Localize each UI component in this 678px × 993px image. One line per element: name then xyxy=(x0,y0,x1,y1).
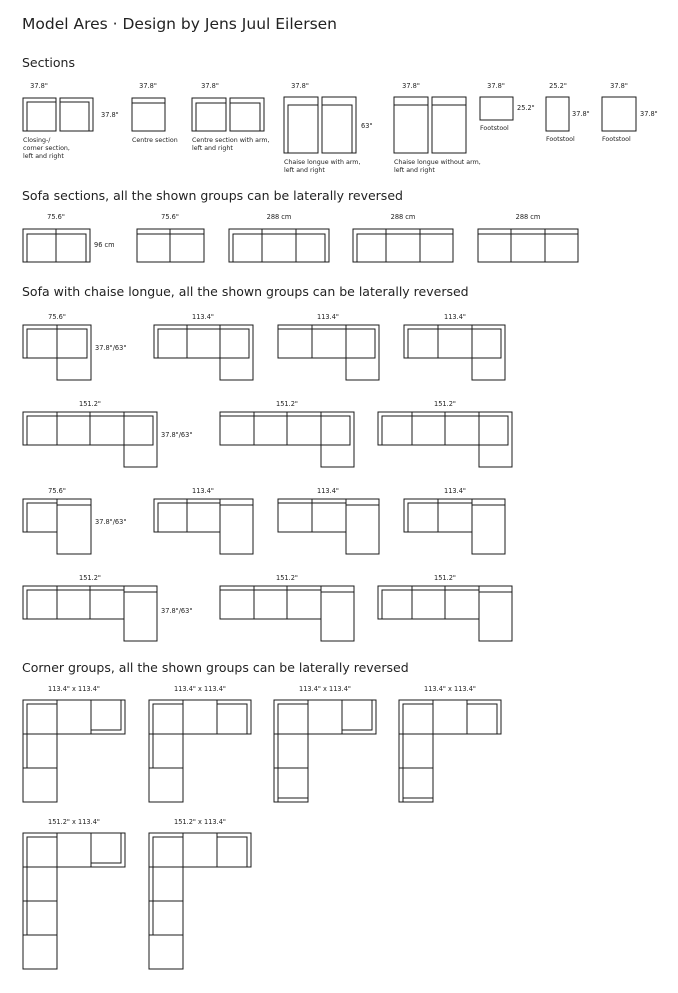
dim-label: 37.8" xyxy=(487,82,505,90)
dim-label: 151.2" xyxy=(434,574,456,582)
dim-label: 37.8"/63" xyxy=(95,344,127,352)
centre-section-drawing xyxy=(132,82,178,144)
caption-line: Chaise longue with arm, xyxy=(284,159,361,166)
dim-label: 288 cm xyxy=(515,213,541,221)
dim-label: 96 cm xyxy=(94,241,115,249)
chaise-r1-a xyxy=(23,313,126,380)
dim-label: 25.2" xyxy=(517,104,535,112)
sofa-288-one-arm-drawing xyxy=(353,213,453,262)
corner-heading: Corner groups, all the shown groups can be laterally reversed xyxy=(22,660,409,675)
dim-label: 288 cm xyxy=(266,213,292,221)
dim-label: 75.6" xyxy=(161,213,179,221)
dim-label: 113.4" x 113.4" xyxy=(48,685,100,693)
dim-label: 288 cm xyxy=(390,213,416,221)
dim-label: 113.4" x 113.4" xyxy=(424,685,476,693)
corner-3 xyxy=(274,685,376,802)
dim-label: 113.4" xyxy=(444,313,466,321)
sofa-288-armless-drawing xyxy=(478,213,578,262)
corner-2 xyxy=(149,685,251,802)
chaise-r3-b xyxy=(154,487,253,554)
dim-label: 63" xyxy=(361,122,373,130)
dim-label: 25.2" xyxy=(549,82,567,90)
dim-label: 113.4" xyxy=(317,487,339,495)
dim-label: 37.8" xyxy=(139,82,157,90)
corner-4 xyxy=(399,685,501,802)
dim-label: 113.4" x 113.4" xyxy=(174,685,226,693)
footstool-small-drawing xyxy=(480,82,535,132)
sofa-sections-heading: Sofa sections, all the shown groups can be laterally reversed xyxy=(22,188,403,203)
dim-label: 151.2" xyxy=(276,400,298,408)
chaise-r4-a xyxy=(23,574,192,641)
dim-label: 151.2" xyxy=(434,400,456,408)
corner-6 xyxy=(149,818,251,969)
caption-line: Centre section xyxy=(132,137,178,144)
closing-corner-section-drawing xyxy=(23,82,119,160)
sofa-75-armless-drawing xyxy=(137,213,204,262)
chaise-r1-b xyxy=(154,313,253,380)
chaise-r2-c xyxy=(378,400,512,467)
dim-label: 151.2" xyxy=(276,574,298,582)
chaise-r3-d xyxy=(404,487,505,554)
dim-label: 37.8" xyxy=(201,82,219,90)
dim-label: 113.4" xyxy=(192,487,214,495)
caption-line: Footstool xyxy=(602,136,631,143)
dim-label: 151.2" xyxy=(79,574,101,582)
chaise-r1-d xyxy=(404,313,505,380)
chaise-r1-c xyxy=(278,313,379,380)
caption-line: left and right xyxy=(192,145,233,152)
page-title: Model Ares · Design by Jens Juul Eilersen xyxy=(22,15,338,33)
caption-line: left and right xyxy=(284,167,325,174)
dim-label: 37.8" xyxy=(30,82,48,90)
dim-label: 151.2" x 113.4" xyxy=(174,818,226,826)
sofa-288-arms-drawing xyxy=(229,213,329,262)
dim-label: 37.8"/63" xyxy=(161,431,193,439)
dim-label: 37.8" xyxy=(291,82,309,90)
chaise-longue-arm-drawing xyxy=(284,82,372,174)
caption-line: left and right xyxy=(23,153,64,160)
sections-heading: Sections xyxy=(22,55,75,70)
caption-line: Chaise longue without arm, xyxy=(394,159,481,166)
dim-label: 113.4" x 113.4" xyxy=(299,685,351,693)
dim-label: 37.8"/63" xyxy=(95,518,127,526)
dim-label: 75.6" xyxy=(48,487,66,495)
corner-5 xyxy=(23,818,125,969)
chaise-longue-noarm-drawing xyxy=(394,82,481,174)
centre-section-arm-drawing xyxy=(192,82,270,152)
dim-label: 75.6" xyxy=(47,213,65,221)
dim-label: 37.8" xyxy=(640,110,658,118)
caption-line: Centre section with arm, xyxy=(192,137,270,144)
chaise-r4-b xyxy=(220,574,354,641)
corner-1 xyxy=(23,685,125,802)
dim-label: 75.6" xyxy=(48,313,66,321)
dim-label: 113.4" xyxy=(444,487,466,495)
dim-label: 37.8"/63" xyxy=(161,607,193,615)
dim-label: 151.2" x 113.4" xyxy=(48,818,100,826)
caption-line: corner section, xyxy=(23,145,70,152)
caption-line: Footstool xyxy=(546,136,575,143)
chaise-heading: Sofa with chaise longue, all the shown groups can be laterally reversed xyxy=(22,284,469,299)
dim-label: 113.4" xyxy=(192,313,214,321)
dim-label: 37.8" xyxy=(572,110,590,118)
dim-label: 37.8" xyxy=(402,82,420,90)
chaise-r2-b xyxy=(220,400,354,467)
chaise-r2-a xyxy=(23,400,192,467)
footstool-square-drawing xyxy=(602,82,658,143)
caption-line: Footstool xyxy=(480,125,509,132)
dim-label: 151.2" xyxy=(79,400,101,408)
chaise-r3-a xyxy=(23,487,126,554)
footstool-tall-drawing xyxy=(546,82,590,143)
dim-label: 37.8" xyxy=(610,82,628,90)
chaise-r3-c xyxy=(278,487,379,554)
chaise-r4-c xyxy=(378,574,512,641)
dim-label: 113.4" xyxy=(317,313,339,321)
sofa-75-drawing xyxy=(23,213,115,262)
dim-label: 37.8" xyxy=(101,111,119,119)
caption-line: left and right xyxy=(394,167,435,174)
caption-line: Closing-/ xyxy=(23,137,51,144)
